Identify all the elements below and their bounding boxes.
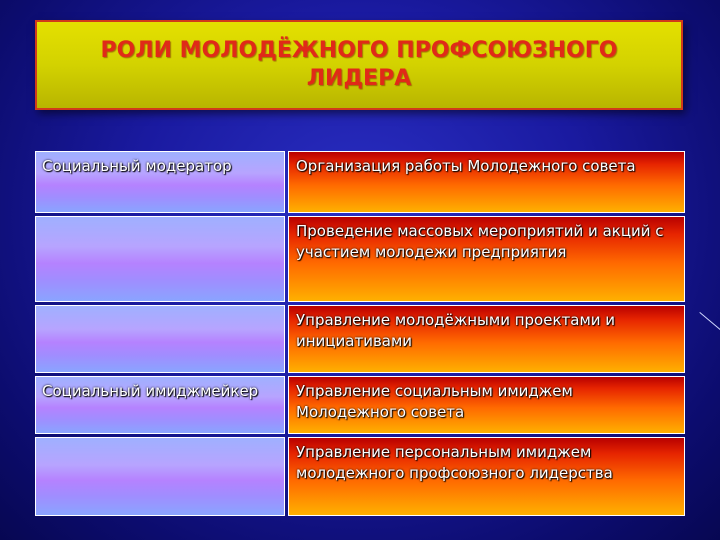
role-cell-4 — [35, 376, 285, 434]
task-cell-3 — [288, 305, 685, 373]
task-cell-2 — [288, 216, 685, 302]
task-label-1: Организация работы Молодежного совета — [296, 157, 636, 175]
task-label-5: Управление персональным имиджем молодежного профсоюзного лидерства — [296, 443, 613, 482]
slide-title-box — [35, 20, 683, 110]
task-label-2: Проведение массовых мероприятий и акций с участием молодежи предприятия — [296, 222, 664, 261]
task-cell-5 — [288, 437, 685, 516]
role-cell-1 — [35, 151, 285, 213]
task-label-4: Управление социальным имиджем Молодежного совета — [296, 382, 573, 421]
role-cell-2 — [35, 216, 285, 302]
role-cell-3 — [35, 305, 285, 373]
task-cell-1 — [288, 151, 685, 213]
task-cell-4 — [288, 376, 685, 434]
slide-title-line-2: ЛИДЕРА — [306, 66, 412, 91]
task-label-3: Управление молодёжными проектами и инициативами — [296, 311, 616, 350]
slide-title-line-1: РОЛИ МОЛОДЁЖНОГО ПРОФСОЮЗНОГО — [100, 38, 618, 63]
role-cell-5 — [35, 437, 285, 516]
decorative-line — [699, 312, 720, 332]
role-label-1: Социальный модератор — [42, 157, 232, 175]
role-label-4: Социальный имиджмейкер — [42, 382, 259, 400]
roles-table — [35, 151, 685, 516]
